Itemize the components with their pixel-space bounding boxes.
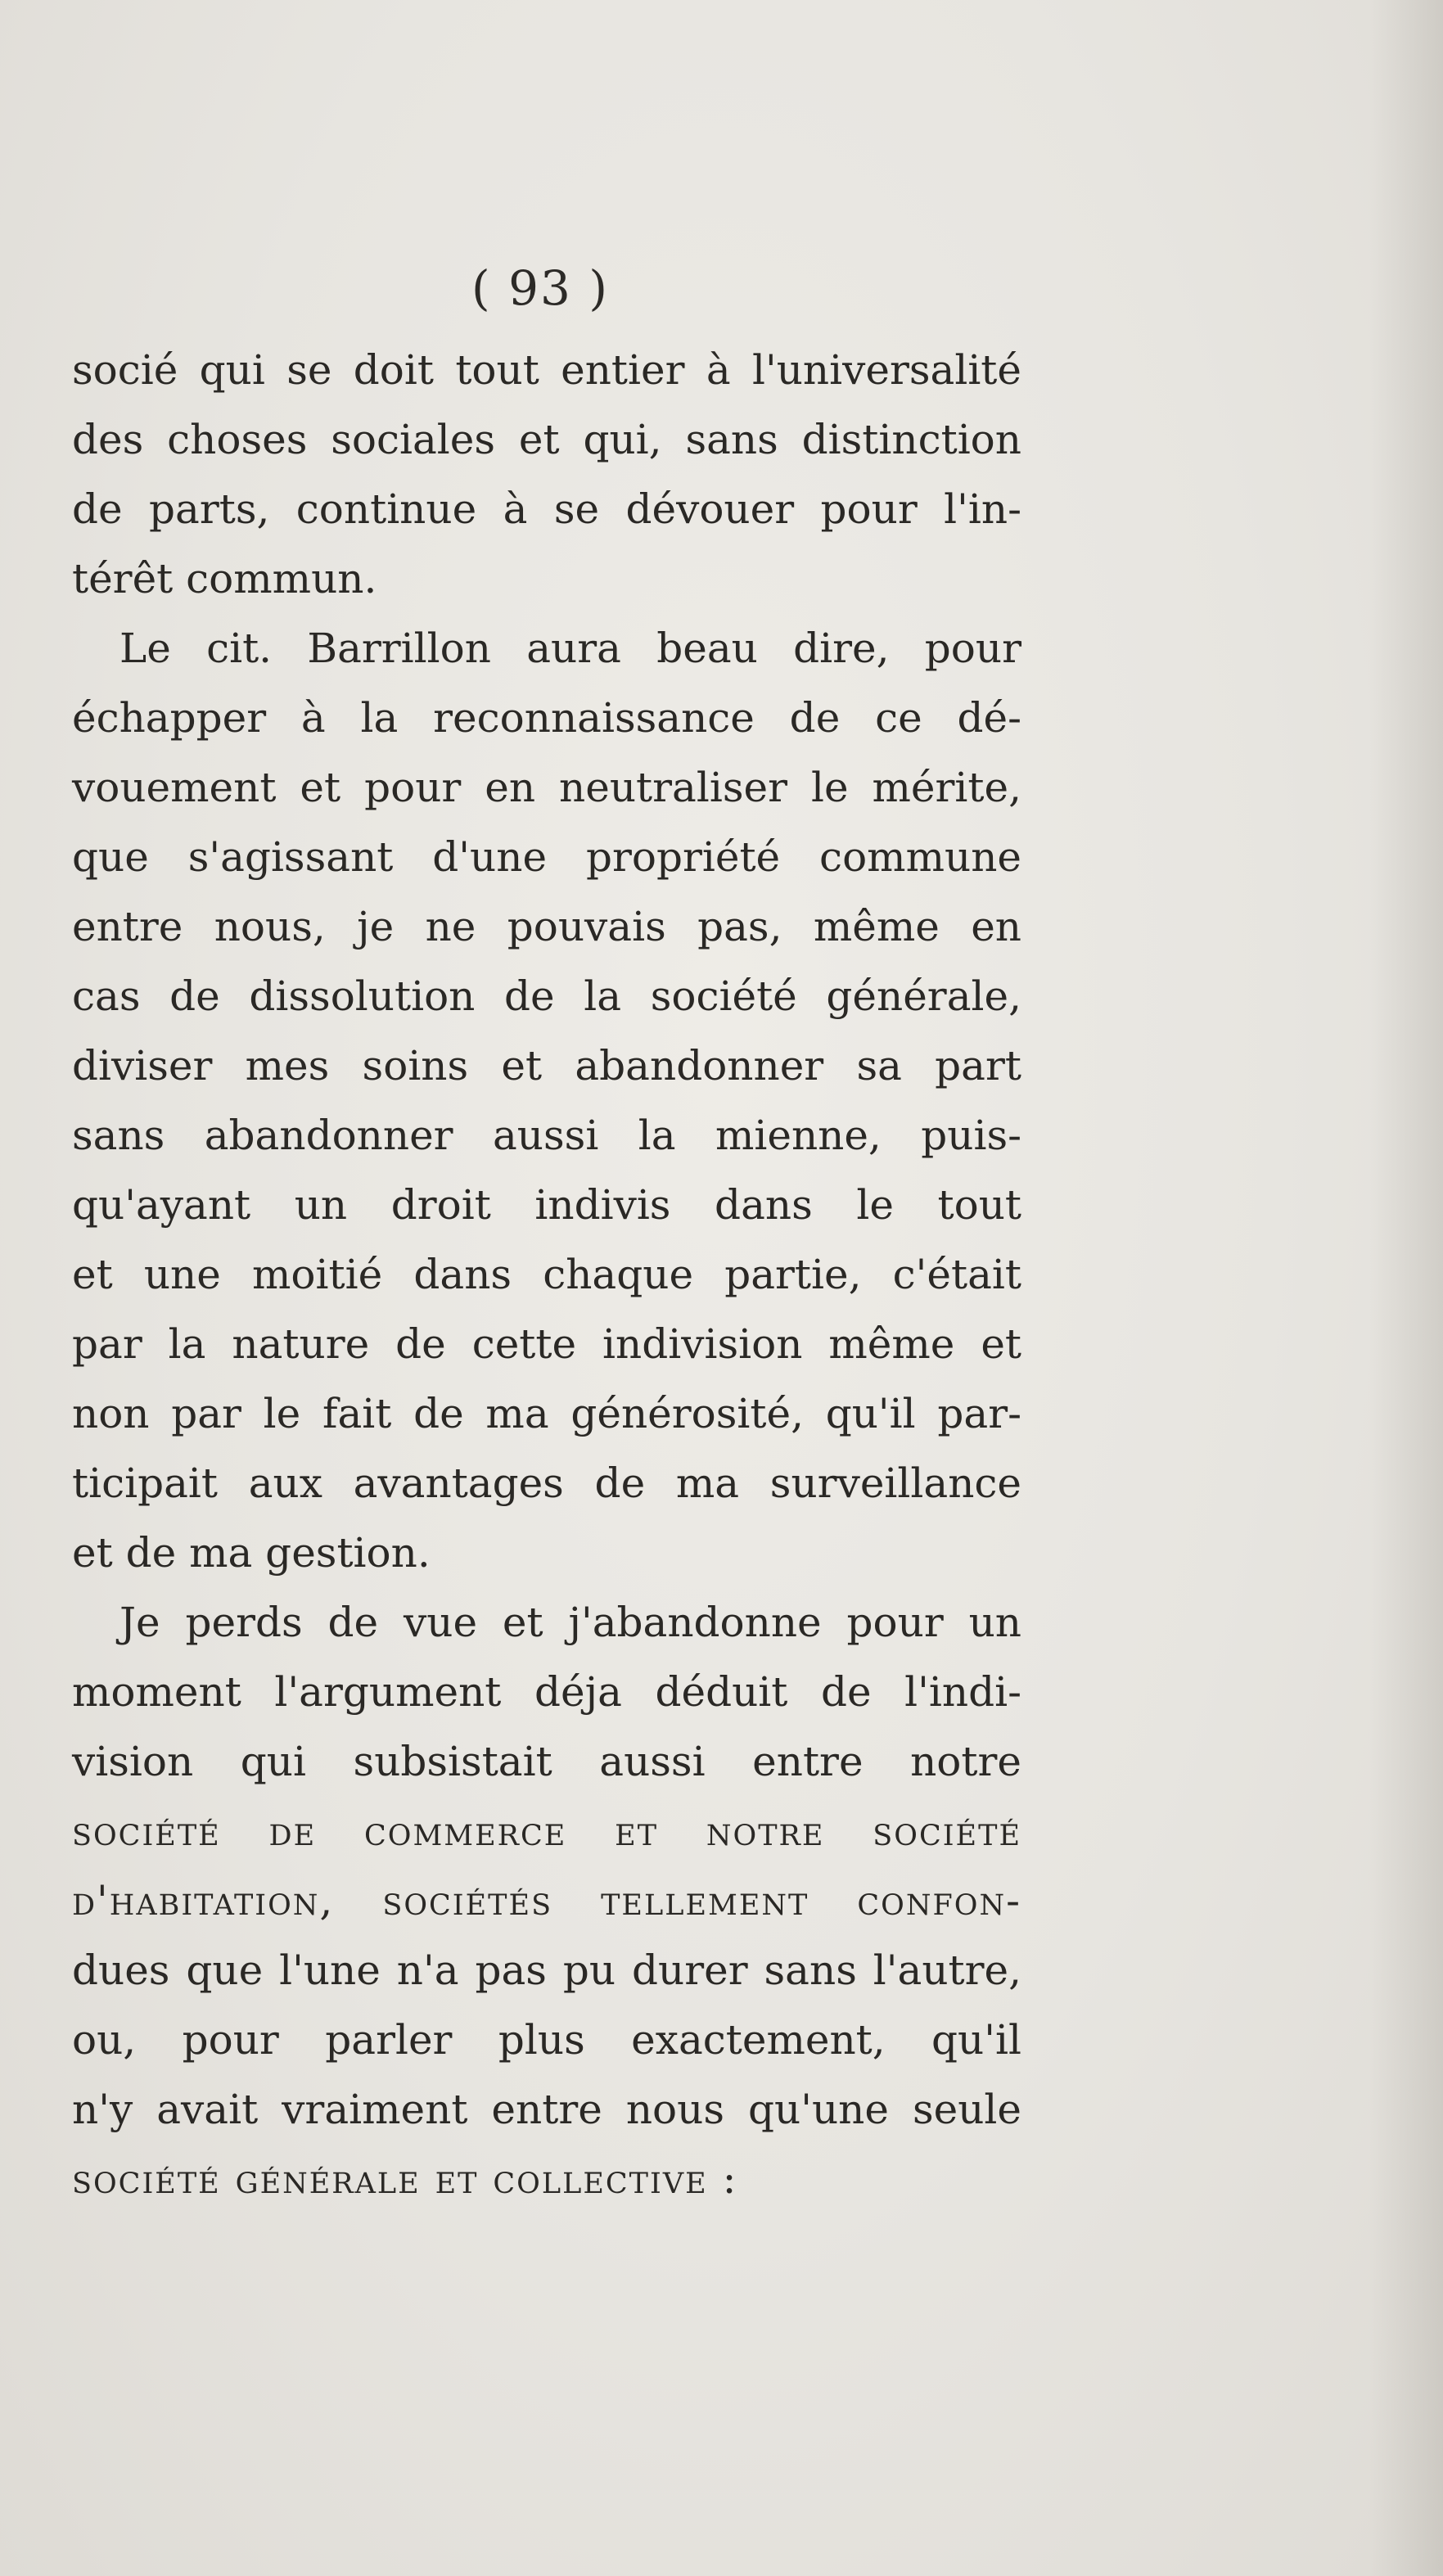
body-text xyxy=(72,336,1021,2214)
text-line: que s'agissant d'une propriété commune xyxy=(72,833,1021,881)
text-line: térêt commun. xyxy=(72,555,377,602)
text-line: par la nature de cette indivision même et xyxy=(72,1320,1021,1368)
text-line: vision qui subsistait aussi entre notre xyxy=(72,1738,1021,1785)
paragraph-3 xyxy=(72,1588,1021,2214)
text-line: moment l'argument déja déduit de l'indi- xyxy=(72,1668,1021,1716)
text-line: vouement et pour en neutraliser le mérite, xyxy=(72,764,1021,811)
text-line: n'y avait vraiment entre nous qu'une seule xyxy=(72,2086,1021,2133)
text-line: non par le fait de ma générosité, qu'il par- xyxy=(72,1390,1021,1437)
text-line: ou, pour parler plus exactement, qu'il xyxy=(72,2016,1021,2064)
text-line: Je perds de vue et j'abandonne pour un xyxy=(119,1599,1021,1646)
text-line: sans abandonner aussi la mienne, puis- xyxy=(72,1112,1021,1159)
text-line: société de commerce et notre société xyxy=(72,1807,1021,1855)
text-line: ticipait aux avantages de ma surveillance xyxy=(72,1459,1021,1507)
text-line: dues que l'une n'a pas pu durer sans l'autre, xyxy=(72,1947,1021,1994)
text-line: échapper à la reconnaissance de ce dé- xyxy=(72,694,1021,742)
text-line: cas de dissolution de la société générale, xyxy=(72,972,1021,1020)
text-line: société générale et collective : xyxy=(72,2155,738,2203)
text-line: d'habitation, sociétés tellement confon- xyxy=(72,1877,1021,1924)
paragraph-1 xyxy=(72,336,1021,614)
text-line: Le cit. Barrillon aura beau dire, pour xyxy=(119,625,1021,672)
text-line: et de ma gestion. xyxy=(72,1529,431,1577)
text-line: et une moitié dans chaque partie, c'était xyxy=(72,1251,1021,1298)
paragraph-2 xyxy=(72,614,1021,1588)
text-line: des choses sociales et qui, sans distinction xyxy=(72,416,1021,463)
text-line: diviser mes soins et abandonner sa part xyxy=(72,1042,1021,1089)
text-line: socié qui se doit tout entier à l'universalité xyxy=(72,346,1021,394)
text-line: de parts, continue à se dévouer pour l'in- xyxy=(72,485,1021,533)
page-number: ( 93 ) xyxy=(471,260,609,316)
text-line: qu'ayant un droit indivis dans le tout xyxy=(72,1181,1021,1229)
text-line: entre nous, je ne pouvais pas, même en xyxy=(72,903,1021,950)
